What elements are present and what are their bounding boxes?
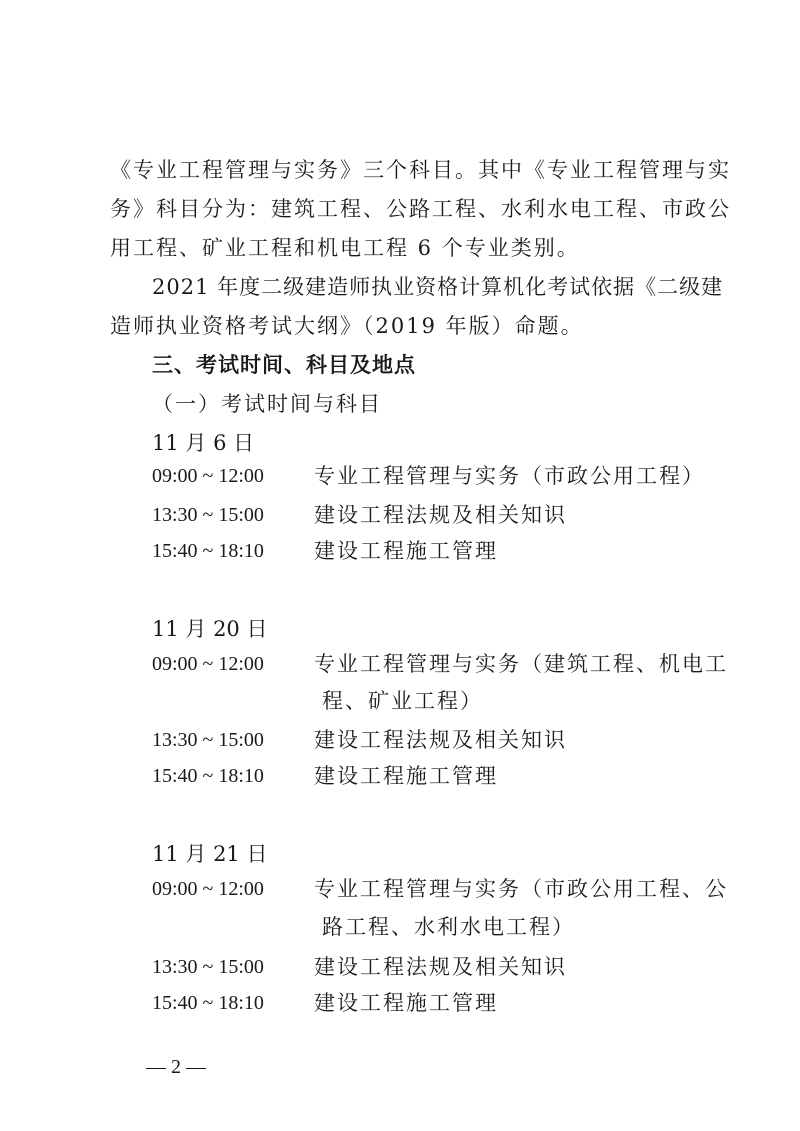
session-subject: 专业工程管理与实务（建筑工程、机电工 (314, 652, 728, 676)
paragraph-2-line-2: 造师执业资格考试大纲》（2019 年版）命题。 (110, 314, 584, 338)
paragraph-1-line-2: 务》科目分为：建筑工程、公路工程、水利水电工程、市政公 (110, 197, 731, 221)
paragraph-1-line-1: 《专业工程管理与实务》三个科目。其中《专业工程管理与实 (110, 158, 731, 182)
page-number: — 2 — (146, 1056, 206, 1078)
session-time: 13:30 ~ 15:00 (152, 956, 264, 978)
session-subject: 建设工程法规及相关知识 (314, 503, 567, 527)
subsection-heading: （一）考试时间与科目 (152, 392, 382, 416)
session-time: 15:40 ~ 18:10 (152, 765, 264, 787)
session-time: 15:40 ~ 18:10 (152, 540, 264, 562)
schedule-date: 11 月 20 日 (152, 617, 268, 641)
session-subject-continuation: 路工程、水利水电工程） (322, 915, 575, 939)
schedule-date: 11 月 21 日 (152, 842, 268, 866)
session-time: 09:00 ~ 12:00 (152, 878, 264, 900)
session-subject: 建设工程施工管理 (314, 991, 498, 1015)
session-time: 13:30 ~ 15:00 (152, 729, 264, 751)
session-subject: 建设工程法规及相关知识 (314, 955, 567, 979)
section-heading: 三、考试时间、科目及地点 (152, 353, 416, 377)
schedule-date: 11 月 6 日 (152, 431, 255, 455)
session-subject: 建设工程法规及相关知识 (314, 728, 567, 752)
paragraph-2-line-1: 2021 年度二级建造师执业资格计算机化考试依据《二级建 (152, 275, 724, 299)
session-time: 09:00 ~ 12:00 (152, 653, 264, 675)
session-subject-continuation: 程、矿业工程） (322, 689, 483, 713)
session-subject: 专业工程管理与实务（市政公用工程、公 (314, 877, 728, 901)
session-subject: 专业工程管理与实务（市政公用工程） (314, 464, 705, 488)
session-time: 13:30 ~ 15:00 (152, 504, 264, 526)
session-subject: 建设工程施工管理 (314, 539, 498, 563)
session-subject: 建设工程施工管理 (314, 764, 498, 788)
paragraph-1-line-3: 用工程、矿业工程和机电工程 6 个专业类别。 (110, 236, 580, 260)
session-time: 09:00 ~ 12:00 (152, 465, 264, 487)
session-time: 15:40 ~ 18:10 (152, 992, 264, 1014)
